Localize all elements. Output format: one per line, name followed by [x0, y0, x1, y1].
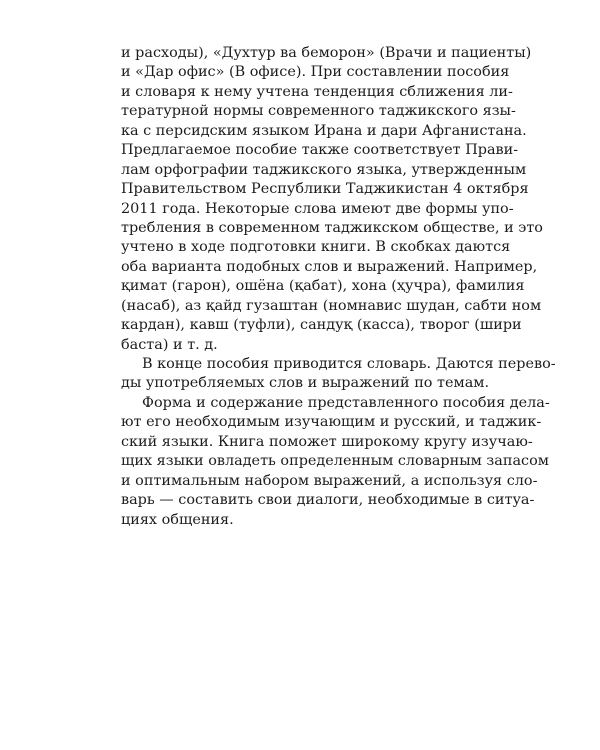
text-line: варь — составить свои диалоги, необходимые в ситуа-: [121, 492, 535, 509]
text-line: лам орфографии таджикского языка, утвержденным: [121, 161, 527, 178]
text-line: Предлагаемое пособие также соответствует Прави-: [121, 142, 519, 159]
text-line: учтено в ходе подготовки книги. В скобках даются: [121, 239, 511, 256]
text-line: Форма и содержание представленного пособия дела-: [142, 394, 550, 411]
text-line: щих языки овладеть определенным словарным запасом: [121, 453, 549, 470]
text-line: В конце пособия приводится словарь. Даются перево-: [142, 356, 556, 372]
text-line: оба варианта подобных слов и выражений. Например,: [121, 258, 538, 275]
text-line: ды употребляемых слов и выражений по темам.: [121, 375, 490, 392]
text-line: и «Дар офис» (В офисе). При составлении пособия: [121, 64, 510, 81]
text-line: Правительством Республики Таджикистан 4 октября: [121, 181, 529, 198]
text-line: и оптимальным набором выражений, а используя сло-: [121, 472, 538, 489]
text-line: требления в современном таджикском обществе, и это: [121, 219, 543, 236]
body-text: [121, 44, 556, 530]
text-line: қимат (гарон), ошёна (қабат), хона (ҳуҷра), фамилия: [121, 278, 525, 295]
text-line: и расходы), «Духтур ва беморон» (Врачи и пациенты): [121, 45, 532, 61]
text-line: 2011 года. Некоторые слова имеют две формы упо-: [121, 200, 514, 217]
text-line: циях общения.: [121, 511, 234, 528]
text-line: (насаб), аз қайд гузаштан (номнавис шудан, сабти ном: [121, 297, 542, 314]
text-line: баста) и т. д.: [121, 336, 218, 353]
text-line: кардан), кавш (туфли), сандуқ (касса), творог (шири: [121, 317, 522, 334]
text-line: ют его необходимым изучающим и русский, и таджик-: [121, 414, 542, 431]
text-line: ский языки. Книга поможет широкому кругу изучаю-: [121, 433, 533, 450]
paragraph-2: [121, 355, 556, 394]
paragraph-3: [121, 394, 550, 530]
text-line: и словаря к нему учтена тенденция сближения ли-: [121, 83, 513, 100]
text-line: тературной нормы современного таджикского язы-: [121, 103, 516, 120]
paragraph-1: [121, 44, 543, 355]
text-line: ка с персидским языком Ирана и дари Афганистана.: [121, 122, 527, 139]
